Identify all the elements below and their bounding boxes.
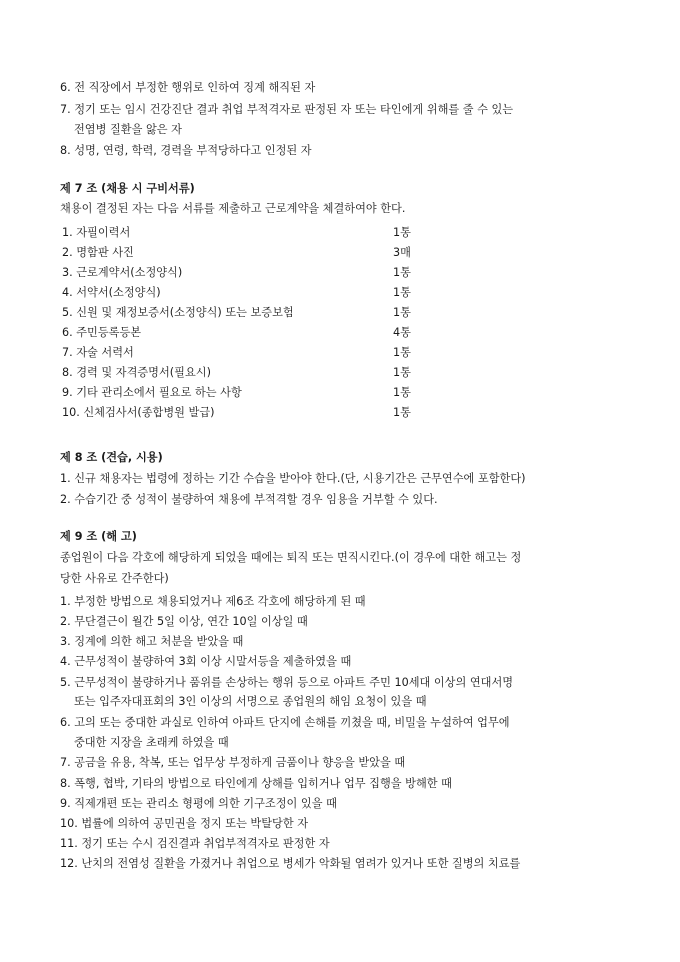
document-qty: 1통: [393, 406, 411, 419]
article-title: (채용 시 구비서류): [101, 182, 195, 195]
list-item: 4. 근무성적이 불량하여 3회 이상 시말서등을 제출하였을 때: [60, 655, 352, 668]
document-row: [62, 385, 442, 401]
list-item: 7. 공금을 유용, 착복, 또는 업무상 부정하게 금품이나 향응을 받았을 때: [60, 756, 406, 769]
list-item: 6. 고의 또는 중대한 과실로 인하여 아파트 단지에 손해를 끼쳤을 때, 비밀을 누설하여 업무에: [60, 716, 510, 729]
list-item: 1. 신규 채용자는 법령에 정하는 기간 수습을 받아야 한다.(단, 시용기간은 근무연수에 포함한다): [60, 472, 526, 485]
list-item-continuation: 또는 입주자대표회의 3인 이상의 서명으로 종업원의 해임 요청이 있을 때: [74, 695, 427, 708]
list-item: 5. 근무성적이 불량하거나 품위를 손상하는 행위 등으로 아파트 주민 10세대 이상의 연대서명: [60, 676, 514, 689]
article-title: (해 고): [101, 530, 137, 543]
article-7-intro: 채용이 결정된 자는 다음 서류를 제출하고 근로계약을 체결하여야 한다.: [60, 202, 406, 215]
article-number: 제 7 조: [60, 182, 98, 195]
article-number: 제 9 조: [60, 530, 98, 543]
list-item: 12. 난치의 전염성 질환을 가졌거나 취업으로 병세가 악화될 염려가 있거나 또한 질병의 치료를: [60, 857, 521, 870]
list-item: 8. 성명, 연령, 학력, 경력을 부적당하다고 인정된 자: [60, 144, 312, 157]
document-row: [62, 225, 442, 241]
document-qty: 1통: [393, 266, 411, 279]
list-item: 11. 정기 또는 수시 검진결과 취업부적격자로 판정한 자: [60, 837, 330, 850]
document-qty: 1통: [393, 286, 411, 299]
document-qty: 1통: [393, 366, 411, 379]
document-name: 6. 주민등록등본: [62, 326, 142, 339]
article-number: 제 8 조: [60, 451, 98, 464]
document-row: [62, 285, 442, 301]
document-name: 8. 경력 및 자격증명서(필요시): [62, 366, 211, 379]
document-row: [62, 265, 442, 281]
document-qty: 1통: [393, 386, 411, 399]
list-item: 8. 폭행, 협박, 기타의 방법으로 타인에게 상해를 입히거나 업무 집행을 방해한 때: [60, 777, 452, 790]
list-item-continuation: 전염병 질환을 앓은 자: [74, 123, 182, 136]
document-name: 2. 명함판 사진: [62, 246, 134, 259]
list-item: 2. 수습기간 중 성적이 불량하여 채용에 부적격할 경우 임용을 거부할 수 있다.: [60, 493, 438, 506]
document-name: 5. 신원 및 재정보증서(소정양식) 또는 보증보험: [62, 306, 294, 319]
document-name: 4. 서약서(소정양식): [62, 286, 161, 299]
list-item: 2. 무단결근이 월간 5일 이상, 연간 10일 이상일 때: [60, 615, 308, 628]
document-name: 10. 신체검사서(종합병원 발급): [62, 406, 215, 419]
document-name: 9. 기타 관리소에서 필요로 하는 사항: [62, 386, 242, 399]
document-name: 1. 자필이력서: [62, 226, 131, 239]
document-row: [62, 365, 442, 381]
list-item: 7. 정기 또는 임시 건강진단 결과 취업 부적격자로 판정된 자 또는 타인에게 위해를 줄 수 있는: [60, 103, 514, 116]
document-qty: 4통: [393, 326, 411, 339]
document-name: 3. 근로계약서(소정양식): [62, 266, 183, 279]
article-9-heading: [60, 529, 137, 545]
document-name: 7. 자술 서력서: [62, 346, 134, 359]
list-item: 10. 법률에 의하여 공민권을 정지 또는 박탈당한 자: [60, 817, 309, 830]
document-row: [62, 345, 442, 361]
document-row: [62, 305, 442, 321]
document-row: [62, 325, 442, 341]
article-9-intro-continuation: 당한 사유로 간주한다): [60, 572, 169, 585]
document-qty: 1통: [393, 346, 411, 359]
document-qty: 3매: [393, 246, 411, 259]
document-qty: 1통: [393, 226, 411, 239]
article-7-heading: [60, 181, 195, 197]
list-item-continuation: 중대한 지장을 초래케 하였을 때: [74, 736, 229, 749]
article-8-heading: [60, 450, 163, 466]
list-item: 3. 징계에 의한 해고 처분을 받았을 때: [60, 635, 244, 648]
list-item: 1. 부정한 방법으로 채용되었거나 제6조 각호에 해당하게 된 때: [60, 595, 366, 608]
list-item: 9. 직제개편 또는 관리소 형평에 의한 기구조정이 있을 때: [60, 797, 337, 810]
article-title: (견습, 시용): [101, 451, 163, 464]
article-9-intro: 종업원이 다음 각호에 해당하게 되었을 때에는 퇴직 또는 면직시킨다.(이 경우에 대한 해고는 정: [60, 551, 522, 564]
list-item: 6. 전 직장에서 부정한 행위로 인하여 징계 해직된 자: [60, 81, 316, 94]
document-qty: 1통: [393, 306, 411, 319]
document-row: [62, 405, 442, 421]
document-row: [62, 245, 442, 261]
